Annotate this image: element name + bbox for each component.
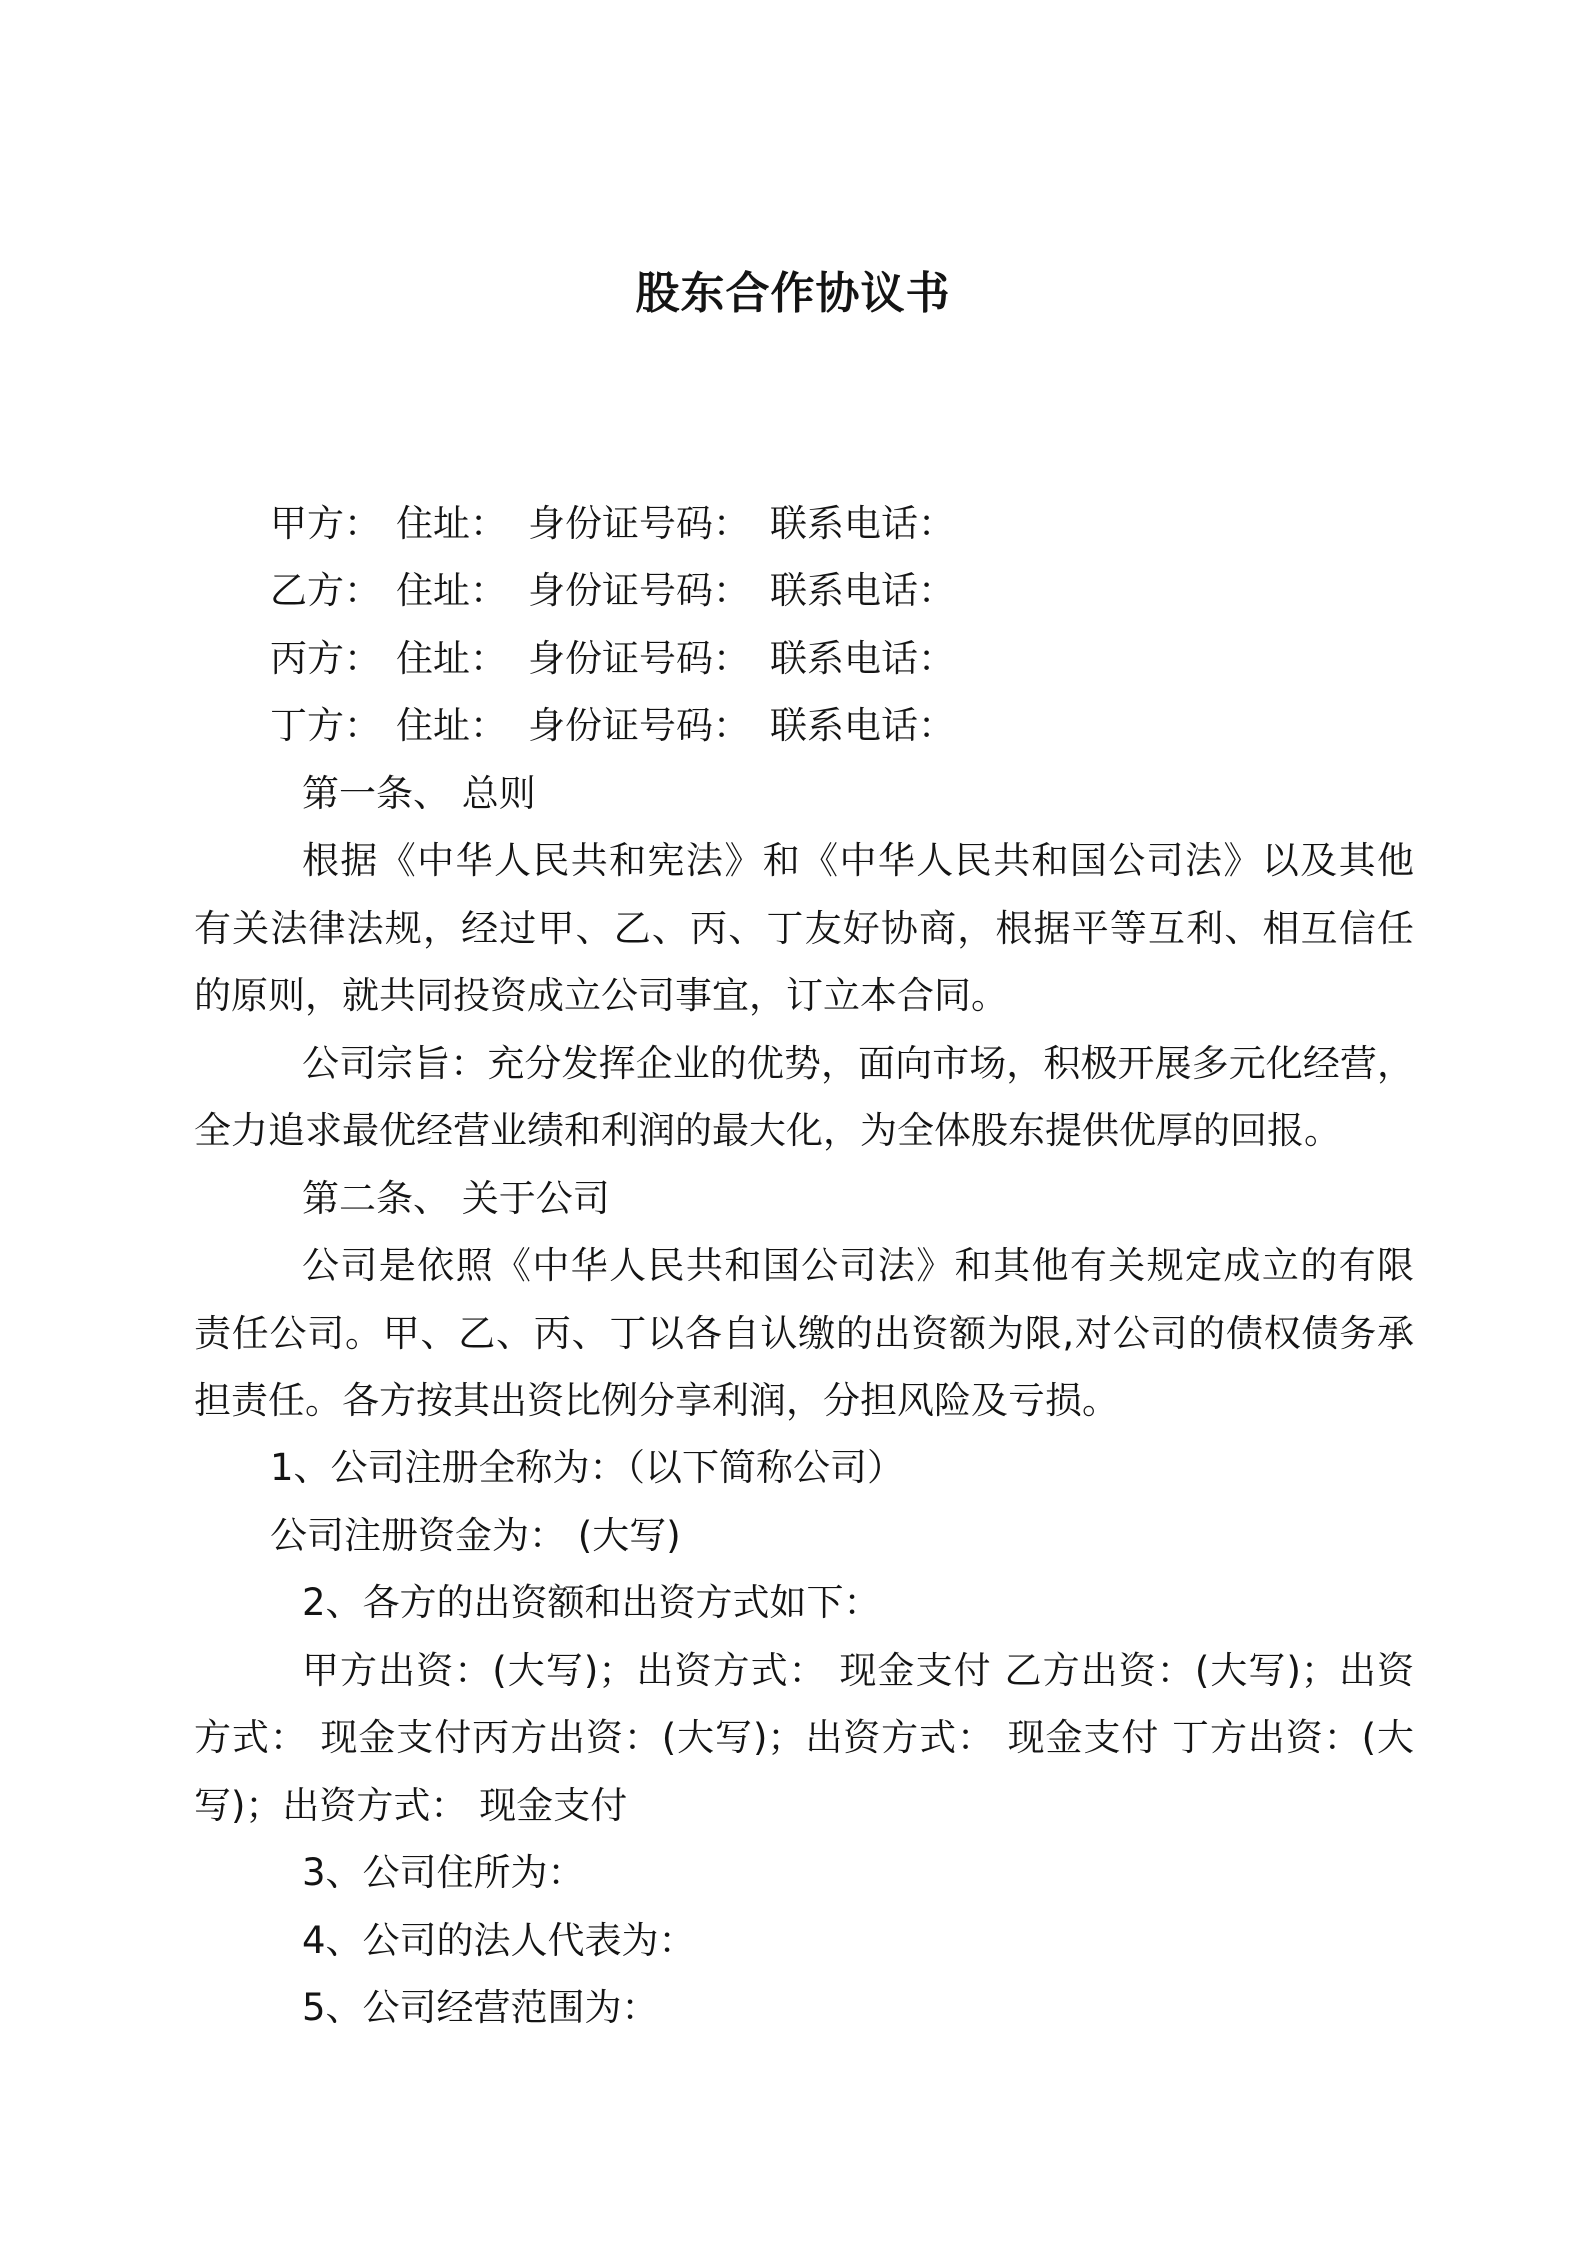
id-number-label: 身份证号码：: [528, 704, 750, 747]
contribution-item: 2、各方的出资额和出资方式如下：: [302, 1581, 881, 1624]
party-label: 甲方：: [270, 502, 381, 545]
registered-capital-line: 公司注册资金为： (大写): [270, 1514, 681, 1557]
address-label: 住址：: [396, 637, 507, 680]
contribution-line: 写)；出资方式： 现金支付: [194, 1784, 628, 1827]
contribution-line: 方式： 现金支付丙方出资：(大写)；出资方式： 现金支付 丁方出资：(大: [194, 1716, 1414, 1759]
phone-label: 联系电话：: [770, 704, 955, 747]
party-label: 丙方：: [270, 637, 381, 680]
id-number-label: 身份证号码：: [528, 502, 750, 545]
address-label: 住址：: [396, 502, 507, 545]
phone-label: 联系电话：: [770, 502, 955, 545]
phone-label: 联系电话：: [770, 637, 955, 680]
paragraph-line: 担责任。各方按其出资比例分享利润，分担风险及亏损。: [194, 1379, 1119, 1422]
document-title: 股东合作协议书: [635, 268, 951, 319]
paragraph-line: 根据《中华人民共和宪法》和《中华人民共和国公司法》以及其他: [302, 839, 1414, 882]
paragraph-line: 公司是依照《中华人民共和国公司法》和其他有关规定成立的有限: [302, 1244, 1414, 1287]
paragraph-line: 的原则，就共同投资成立公司事宜，订立本合同。: [194, 974, 1008, 1017]
address-label: 住址：: [396, 569, 507, 612]
business-scope-item: 5、公司经营范围为：: [302, 1986, 659, 2029]
party-label: 丁方：: [270, 704, 381, 747]
company-address-item: 3、公司住所为：: [302, 1851, 585, 1894]
party-label: 乙方：: [270, 569, 381, 612]
company-name-item: 1、公司注册全称为：（以下简称公司）: [270, 1446, 905, 1489]
article-1-heading: 第一条、 总则: [302, 772, 536, 815]
id-number-label: 身份证号码：: [528, 637, 750, 680]
paragraph-line: 责任公司。甲、乙、丙、丁以各自认缴的出资额为限,对公司的债权债务承: [194, 1312, 1414, 1355]
contribution-line: 甲方出资：(大写)；出资方式： 现金支付 乙方出资：(大写)；出资: [302, 1649, 1414, 1692]
paragraph-line: 公司宗旨：充分发挥企业的优势，面向市场，积极开展多元化经营，: [302, 1042, 1414, 1085]
paragraph-line: 全力追求最优经营业绩和利润的最大化，为全体股东提供优厚的回报。: [194, 1109, 1341, 1152]
article-2-heading: 第二条、 关于公司: [302, 1177, 610, 1220]
legal-representative-item: 4、公司的法人代表为：: [302, 1919, 696, 1962]
paragraph-line: 有关法律法规，经过甲、乙、丙、丁友好协商，根据平等互利、相互信任: [194, 907, 1414, 950]
id-number-label: 身份证号码：: [528, 569, 750, 612]
address-label: 住址：: [396, 704, 507, 747]
phone-label: 联系电话：: [770, 569, 955, 612]
